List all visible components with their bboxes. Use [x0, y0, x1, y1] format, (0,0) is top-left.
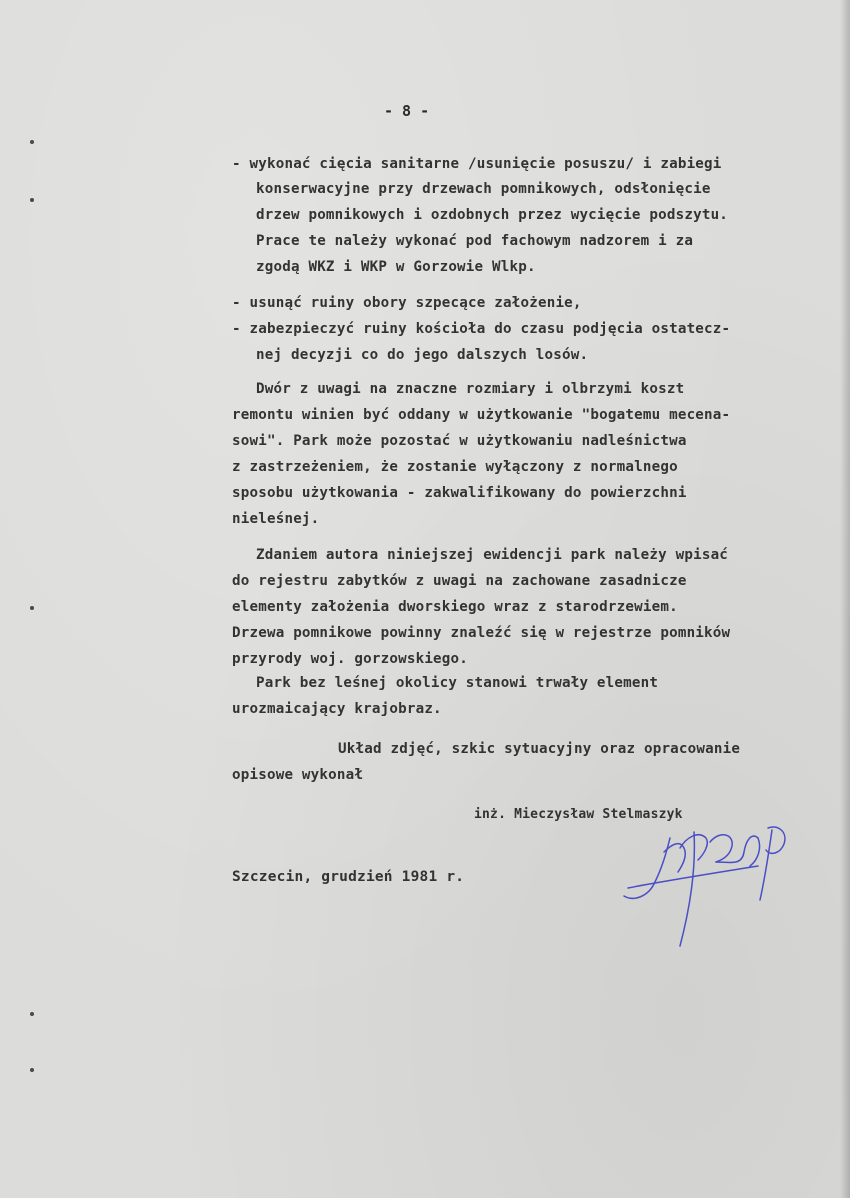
text-line: - wykonać cięcia sanitarne /usunięcie posuszu/ i zabiegi [232, 156, 722, 172]
punch-hole-mark [30, 140, 34, 144]
page-edge-shadow [840, 0, 850, 1198]
page-number: - 8 - [384, 102, 430, 120]
text-line: Układ zdjęć, szkic sytuacyjny oraz opracowanie [338, 741, 741, 757]
text-line: sposobu użytkowania - zakwalifikowany do powierzchni [232, 485, 687, 501]
text-line: przyrody woj. gorzowskiego. [232, 651, 469, 667]
place-and-date: Szczecin, grudzień 1981 r. [232, 869, 465, 885]
text-line: remontu winien być oddany w użytkowanie "bogatemu mecena- [232, 407, 731, 423]
text-line: opisowe wykonał [232, 767, 364, 783]
text-line: nieleśnej. [232, 511, 320, 527]
punch-hole-mark [30, 1012, 34, 1016]
punch-hole-mark [30, 606, 34, 610]
text-line: - zabezpieczyć ruiny kościoła do czasu podjęcia ostatecz- [232, 321, 731, 337]
text-line: drzew pomnikowych i ozdobnych przez wycięcie podszytu. [256, 207, 729, 223]
text-line: urozmaicający krajobraz. [232, 701, 442, 717]
text-line: Park bez leśnej okolicy stanowi trwały element [256, 675, 659, 691]
text-line: elementy założenia dworskiego wraz z starodrzewiem. [232, 599, 678, 615]
text-line: konserwacyjne przy drzewach pomnikowych, odsłonięcie [256, 181, 711, 197]
author-name: inż. Mieczysław Stelmaszyk [474, 807, 683, 822]
punch-hole-mark [30, 1068, 34, 1072]
text-line: sowi". Park może pozostać w użytkowaniu nadleśnictwa [232, 433, 687, 449]
text-line: nej decyzji co do jego dalszych losów. [256, 347, 589, 363]
text-line: do rejestru zabytków z uwagi na zachowane zasadnicze [232, 573, 687, 589]
text-line: - usunąć ruiny obory szpecące założenie, [232, 295, 582, 311]
signature-icon [618, 808, 798, 953]
text-line: Zdaniem autora niniejszej ewidencji park należy wpisać [256, 547, 729, 563]
text-line: Prace te należy wykonać pod fachowym nadzorem i za [256, 233, 694, 249]
text-line: Dwór z uwagi na znaczne rozmiary i olbrzymi koszt [256, 381, 685, 397]
text-line: Drzewa pomnikowe powinny znaleźć się w rejestrze pomników [232, 625, 731, 641]
text-line: z zastrzeżeniem, że zostanie wyłączony z normalnego [232, 459, 678, 475]
text-line: zgodą WKZ i WKP w Gorzowie Wlkp. [256, 259, 536, 275]
punch-hole-mark [30, 198, 34, 202]
